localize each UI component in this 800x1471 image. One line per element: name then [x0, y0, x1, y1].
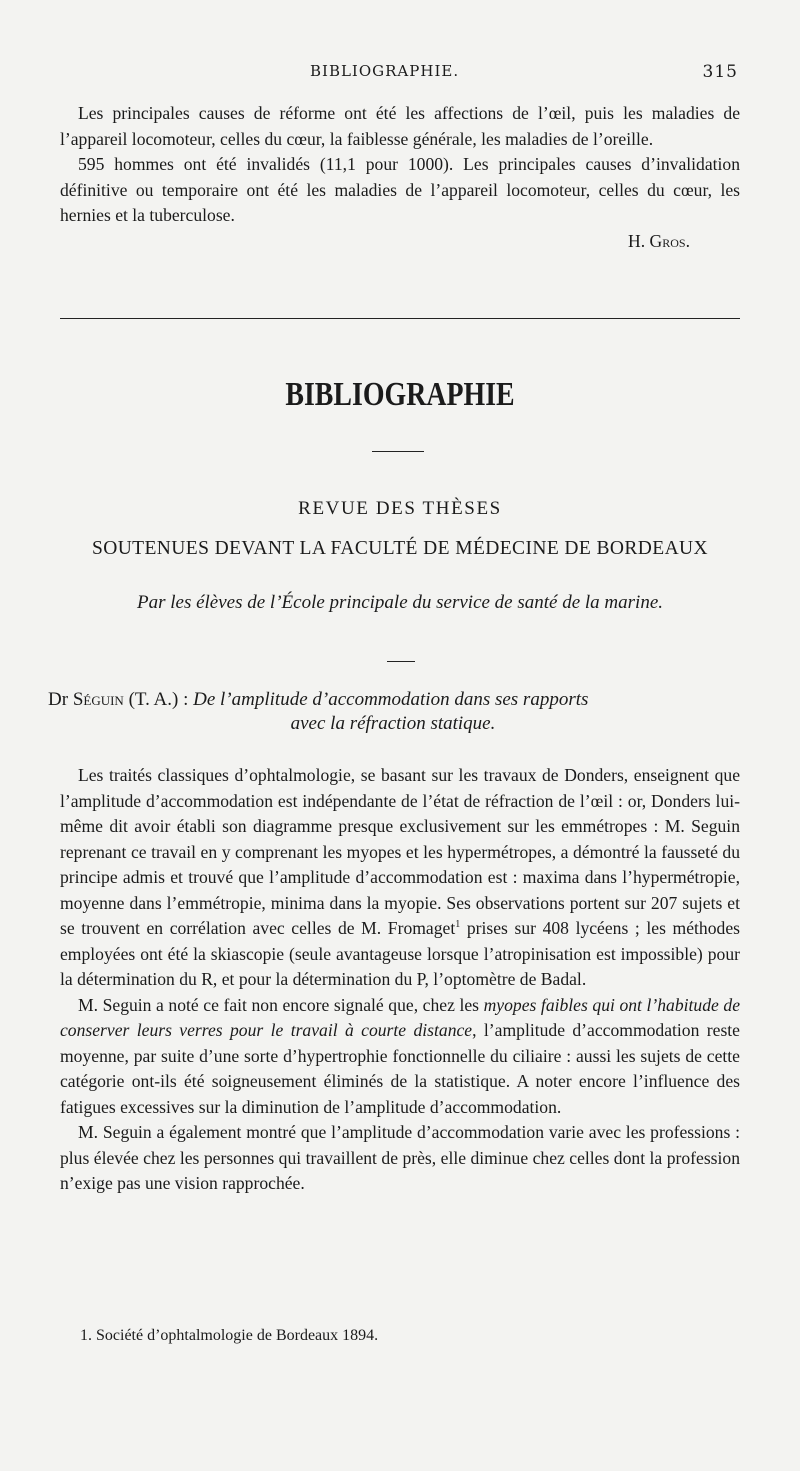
body-paragraph-1-end: prises sur 408 lycéens ; les méthodes employées ont été la skiascopie (seule avantageuse lorsque l’atropinisation est impossible) pour la détermination du R, et pour la détermination du P, l’optomètre de Badal. [60, 918, 740, 989]
footnote-number: 1. [80, 1327, 92, 1344]
page-number: 315 [702, 62, 738, 82]
intro-signature: H. Gros. [628, 230, 690, 251]
running-head [58, 62, 738, 88]
thesis-entry-heading [48, 688, 738, 736]
body-paragraph-1 [60, 763, 740, 993]
section-subtitle: REVUE DES THÈSES [298, 498, 502, 519]
footnote-text: Société d’ophtalmologie de Bordeaux 1894. [96, 1327, 379, 1344]
intro-paragraph-2: 595 hommes ont été invalidés (11,1 pour 1000). Les principales causes d’invalidation définitive ou temporaire ont été les maladies de l’appareil locomoteur, celles du cœur, les hernies et la tuberculose. [60, 154, 740, 225]
section-title: BIBLIOGRAPHIE [285, 376, 515, 413]
title-short-rule [372, 451, 424, 452]
section-subtitle-2: SOUTENUES DEVANT LA FACULTÉ DE MÉDECINE DE BORDEAUX [91, 538, 709, 559]
body-paragraph-2-end: , l’amplitude d’accommodation reste moyenne, par suite d’une sorte d’hypertrophie fonctionnelle du ciliaire : aussi les sujets de cette catégorie ont-ils été soigneusement éliminés de la statistique. A noter encore l’influence des fatigues excessives sur la diminution de l’amplitude d’accommodation. [60, 1020, 740, 1117]
author-prefix: Dr [48, 689, 69, 710]
footnote-marker: 1 [455, 919, 461, 931]
thesis-author: Séguin (T. A.) : [72, 689, 189, 710]
body-paragraph-1-text: Les traités classiques d’ophtalmologie, se basant sur les travaux de Donders, enseignent que l’amplitude d’accommodation est indépendante de l’état de réfraction de l’œil : or, Donders lui-même dit avoir établi son diagramme presque exclusivement sur les emmétropes : M. Seguin reprenant ce travail en y comprenant les myopes et les hypermétropes, a démontré la fausseté du principe admis et trouvé que l’amplitude d’accommodation est : maxima dans l’hypermétropie, moyenne dans l’emmétropie, minima dans la myopie. Ses observations portent sur 207 sujets et se trouvent en corrélation avec celles de M. Fromaget [60, 765, 740, 938]
body-paragraph-2 [60, 993, 740, 1121]
intro-block [60, 101, 740, 254]
section-byline: Par les élèves de l’École principale du service de santé de la marine. [136, 592, 664, 613]
body-paragraph-3: M. Seguin a également montré que l’amplitude d’accommodation varie avec les professions : plus élevée chez les personnes qui travaillent de près, elle diminue chez celles dont la profession n’exige pas une vision rapprochée. [60, 1122, 740, 1193]
body-paragraph-2-italic: myopes faibles qui ont l’habitude de conserver leurs verres pour le travail à courte distance [60, 994, 741, 1040]
section-divider [60, 318, 740, 319]
thesis-review-body [60, 763, 740, 1197]
footnote [80, 1327, 740, 1345]
intro-paragraph-1: Les principales causes de réforme ont été les affections de l’œil, puis les maladies de l’appareil locomoteur, celles du cœur, la faiblesse générale, les maladies de l’oreille. [60, 103, 740, 149]
byline-short-rule [387, 661, 415, 662]
running-title: BIBLIOGRAPHIE. [310, 62, 460, 80]
thesis-title-line-2: avec la réfraction statique. [290, 713, 496, 734]
thesis-title-line-1: De l’amplitude d’accommodation dans ses rapports [193, 689, 589, 710]
body-paragraph-2-start: M. Seguin a noté ce fait non encore signalé que, chez les [78, 994, 484, 1015]
thesis-entry-line-1 [48, 688, 738, 712]
